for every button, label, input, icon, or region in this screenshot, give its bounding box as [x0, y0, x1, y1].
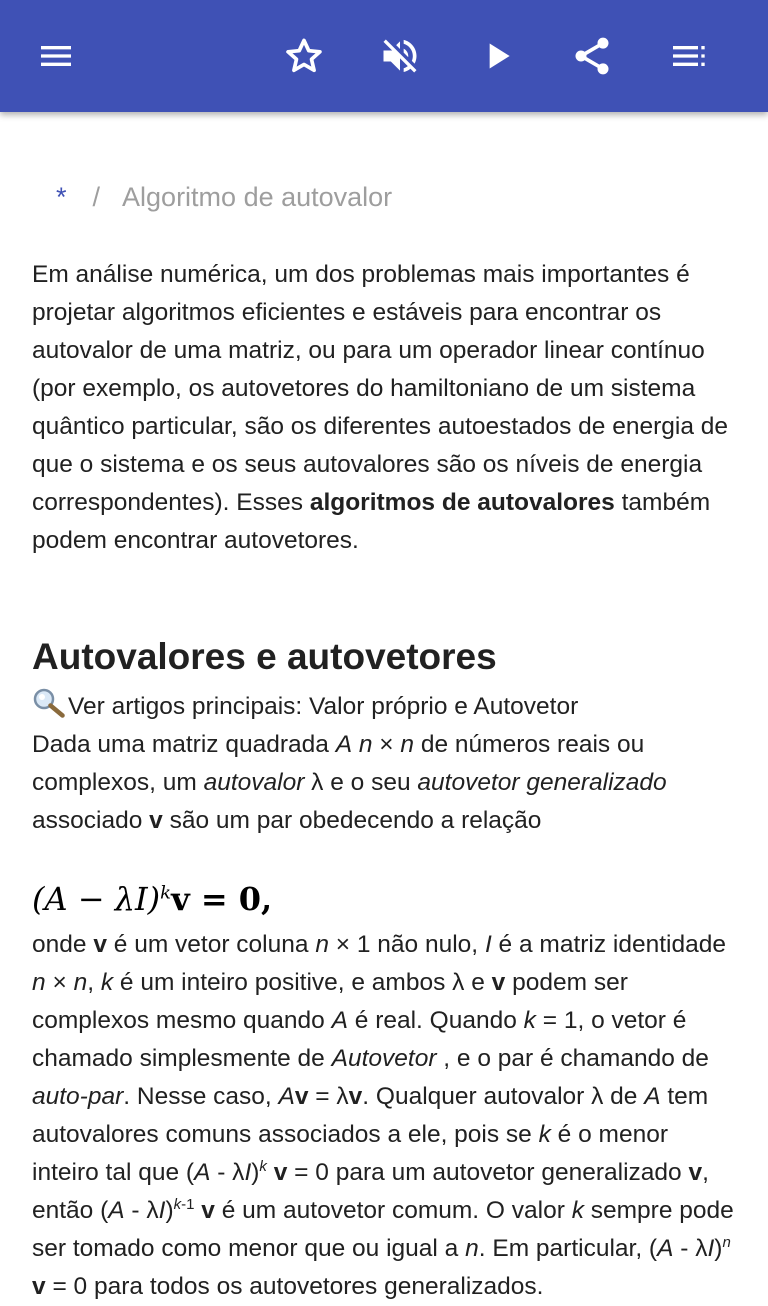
- breadcrumb: [56, 182, 392, 213]
- equation-lhs: (A − λI): [32, 880, 161, 918]
- intro-text: Em análise numérica, um dos problemas mais importantes é projetar algoritmos eficientes e estáveis para encontrar os autovalor de uma matriz, ou para um operador linear contínuo (por exemplo, os autovetores do hamiltoniano de um sistema quântico particular, são os diferentes autoestados de energia de que o sistema e os seus autovalores são os níveis de energia correspondentes). Esses: [32, 261, 729, 516]
- equation: [32, 880, 272, 918]
- play-icon: [478, 36, 518, 76]
- star-icon: [282, 34, 326, 78]
- equation-rhs: v = 0,: [171, 880, 273, 918]
- see-also-text[interactable]: Ver artigos principais: Valor próprio e Autovetor: [68, 693, 579, 720]
- intro-paragraph: [32, 256, 736, 560]
- term: autovetor generalizado: [417, 769, 667, 796]
- list-icon: [668, 36, 708, 76]
- definition-paragraph: [32, 726, 736, 840]
- volume-off-icon: [378, 34, 422, 78]
- math-var: A: [335, 731, 353, 758]
- math-var: n: [400, 731, 415, 758]
- see-also: [32, 688, 736, 730]
- equation-exponent: k: [160, 882, 172, 904]
- math-op: ×: [372, 731, 401, 758]
- math-var: n: [358, 731, 373, 758]
- detail-paragraph: onde v é um vetor coluna n × 1 não nulo, I é a matriz identidade n × n, k é um inteiro positive, e ambos λ e v podem ser complexos mesmo quando A é real. Quando k = 1, o vetor é chamado simplesmente de Autovetor , e o par é chamando de auto-par. Nesse caso, Av = λv. Qualquer autovalor λ de A tem autovalores comuns associados a ele, pois se k é o menor inteiro tal que (A - λI)$^k$ v = 0 para um autovetor generalizado v, então (A - λI)$^{k-1}$ v é um autovetor comum. O valor k sempre pode ser tomado como menor que ou igual a n. Em particular, (A - λI)$^n$ v = 0 para todos os autovetores generalizados.: [32, 931, 734, 1300]
- math-var: v: [149, 807, 163, 834]
- share-button[interactable]: [562, 26, 622, 86]
- text: associado: [32, 807, 150, 834]
- menu-icon: [36, 36, 76, 76]
- play-button[interactable]: [468, 26, 528, 86]
- section-heading: Autovalores e autovetores: [32, 636, 497, 677]
- bookmark-button[interactable]: [274, 26, 334, 86]
- share-icon: [570, 34, 614, 78]
- term: autovalor: [203, 769, 305, 796]
- text: de números reais ou complexos, um: [32, 731, 645, 796]
- intro-bold-term: algoritmos de autovalores: [309, 489, 615, 516]
- breadcrumb-home[interactable]: *: [56, 182, 67, 212]
- intro-text-end: também podem encontrar autovetores.: [32, 489, 711, 554]
- contents-button[interactable]: [658, 26, 718, 86]
- app-bar: [0, 0, 768, 112]
- text: Dada uma matriz quadrada: [32, 731, 336, 758]
- menu-button[interactable]: [26, 26, 86, 86]
- breadcrumb-separator: /: [92, 182, 101, 212]
- magnifier-icon: [32, 688, 66, 730]
- text: λ e o seu: [304, 769, 418, 796]
- text: são um par obedecendo a relação: [162, 807, 542, 834]
- mute-button[interactable]: [370, 26, 430, 86]
- breadcrumb-current: Algoritmo de autovalor: [122, 182, 393, 212]
